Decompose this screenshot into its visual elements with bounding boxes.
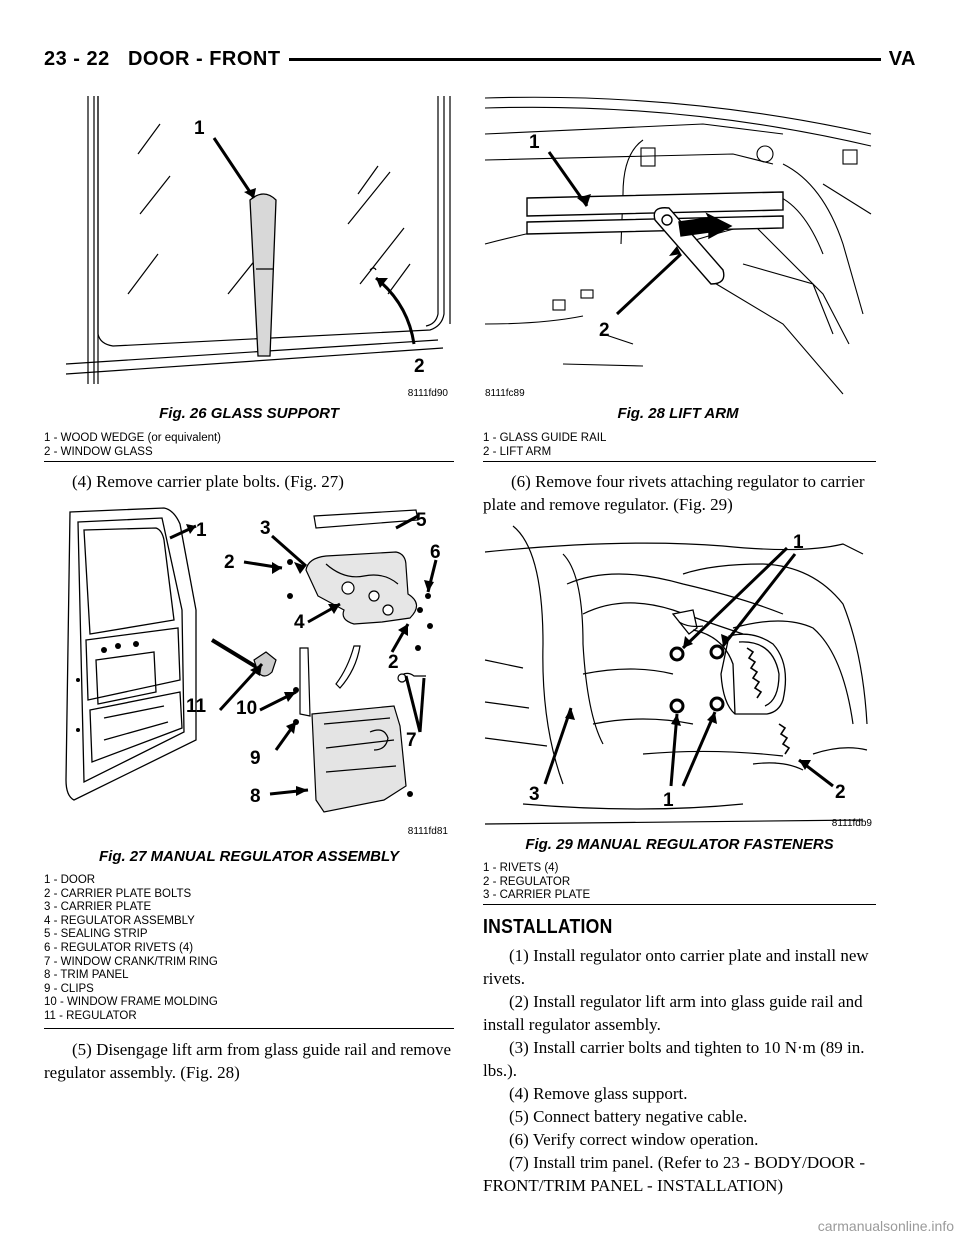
fig27-legend-item: 2 - CARRIER PLATE BOLTS bbox=[44, 887, 192, 900]
fig27-callout-1: 1 bbox=[196, 520, 207, 541]
fig27-legend-item: 3 - CARRIER PLATE bbox=[44, 901, 152, 914]
fig27-legend bbox=[44, 874, 454, 1024]
installation-step-5: (5) Connect battery negative cable. bbox=[509, 1107, 748, 1126]
fig28-legend-item: 1 - GLASS GUIDE RAIL bbox=[483, 432, 607, 444]
fig26-legend bbox=[44, 432, 454, 459]
fig29-caption: Fig. 29 MANUAL REGULATOR FASTENERS bbox=[525, 836, 834, 853]
fig29-legend-rule bbox=[483, 904, 876, 905]
figure-26-drawing bbox=[58, 94, 454, 404]
watermark-text: carmanualsonline.info bbox=[817, 1218, 954, 1234]
fig27-callout-2: 2 bbox=[224, 552, 235, 573]
figure-28-drawing bbox=[483, 94, 876, 404]
fig26-caption: Fig. 26 GLASS SUPPORT bbox=[159, 405, 339, 422]
figure-27-manual-regulator-assembly bbox=[44, 500, 454, 840]
page-header bbox=[44, 46, 916, 76]
installation-steps bbox=[483, 944, 876, 1197]
step-6-paragraph bbox=[483, 470, 876, 516]
fig27-caption: Fig. 27 MANUAL REGULATOR ASSEMBLY bbox=[98, 848, 399, 865]
step-6-text: (6) Remove four rivets attaching regulator to carrier plate and remove regulator. (Fig. 29) bbox=[483, 472, 865, 514]
figure-29-manual-regulator-fasteners bbox=[483, 524, 876, 836]
installation-heading: INSTALLATION bbox=[483, 916, 613, 938]
fig26-legend-item: 1 - WOOD WEDGE (or equivalent) bbox=[44, 432, 222, 444]
fig26-legend-item: 2 - WINDOW GLASS bbox=[44, 445, 153, 458]
fig29-legend-item: 1 - RIVETS (4) bbox=[483, 862, 559, 874]
installation-step-3: (3) Install carrier bolts and tighten to 10 N·m (89 in. lbs.). bbox=[483, 1038, 865, 1080]
vehicle-code: VA bbox=[881, 48, 916, 71]
fig27-callout-6: 6 bbox=[430, 542, 441, 563]
fig29-callout-3: 3 bbox=[529, 784, 540, 805]
step-5-paragraph bbox=[44, 1038, 454, 1084]
installation-step-7: (7) Install trim panel. (Refer to 23 - BODY/DOOR - FRONT/TRIM PANEL - INSTALLATION) bbox=[483, 1153, 865, 1195]
installation-step-6: (6) Verify correct window operation. bbox=[509, 1130, 759, 1149]
figure-28-lift-arm bbox=[483, 94, 876, 404]
fig29-code: 8111fdb9 bbox=[831, 818, 872, 829]
step-4-paragraph: (4) Remove carrier plate bolts. (Fig. 27) bbox=[72, 472, 344, 491]
fig29-callout-2: 2 bbox=[835, 782, 846, 803]
fig29-callout-1: 1 bbox=[793, 532, 804, 553]
fig27-callout-5: 5 bbox=[416, 510, 427, 531]
fig28-legend bbox=[483, 432, 879, 459]
installation-step-1: (1) Install regulator onto carrier plate and install new rivets. bbox=[483, 946, 869, 988]
fig27-legend-item: 11 - REGULATOR bbox=[44, 1009, 137, 1022]
fig29-legend-item: 3 - CARRIER PLATE bbox=[483, 889, 591, 902]
fig27-callout-4: 4 bbox=[294, 612, 305, 633]
fig26-code: 8111fd90 bbox=[407, 388, 448, 399]
fig28-legend-rule bbox=[483, 461, 876, 462]
fig28-code: 8111fc89 bbox=[485, 388, 525, 399]
fig27-legend-item: 5 - SEALING STRIP bbox=[44, 928, 148, 941]
fig27-legend-item: 4 - REGULATOR ASSEMBLY bbox=[44, 914, 195, 927]
figure-27-drawing bbox=[44, 500, 454, 840]
fig26-callout-2: 2 bbox=[414, 356, 425, 377]
step-5-text: (5) Disengage lift arm from glass guide rail and remove regulator assembly. (Fig. 28) bbox=[44, 1040, 452, 1082]
fig27-callout-10: 10 bbox=[236, 698, 258, 719]
fig27-legend-rule bbox=[44, 1028, 454, 1029]
fig27-callout-11: 11 bbox=[186, 696, 207, 717]
installation-step-4: (4) Remove glass support. bbox=[509, 1084, 688, 1103]
fig29-legend bbox=[483, 862, 876, 903]
fig28-callout-2: 2 bbox=[599, 320, 610, 341]
fig27-callout-8: 8 bbox=[250, 786, 261, 807]
fig27-legend-item: 8 - TRIM PANEL bbox=[44, 969, 129, 982]
fig27-code: 8111fd81 bbox=[407, 826, 448, 837]
fig27-legend-item: 7 - WINDOW CRANK/TRIM RING bbox=[44, 955, 218, 968]
fig27-legend-item: 6 - REGULATOR RIVETS (4) bbox=[44, 941, 194, 954]
figure-26-glass-support bbox=[58, 94, 454, 404]
fig29-legend-item: 2 - REGULATOR bbox=[483, 875, 571, 888]
fig29-callout-1b: 1 bbox=[663, 790, 674, 811]
fig28-legend-item: 2 - LIFT ARM bbox=[483, 445, 552, 458]
fig27-legend-item: 9 - CLIPS bbox=[44, 982, 94, 995]
fig27-callout-2b: 2 bbox=[388, 652, 399, 673]
fig26-legend-rule bbox=[44, 461, 454, 462]
fig27-callout-3: 3 bbox=[260, 518, 271, 539]
fig28-caption: Fig. 28 LIFT ARM bbox=[617, 405, 739, 422]
page-number-section: 23 - 22 DOOR - FRONT bbox=[44, 48, 289, 71]
fig27-callout-7: 7 bbox=[406, 730, 417, 751]
fig26-callout-1: 1 bbox=[194, 118, 205, 139]
installation-step-2: (2) Install regulator lift arm into glass guide rail and install regulator assembly. bbox=[483, 992, 863, 1034]
fig27-callout-9: 9 bbox=[250, 748, 261, 769]
fig28-callout-1: 1 bbox=[529, 132, 540, 153]
fig27-legend-item: 1 - DOOR bbox=[44, 874, 96, 886]
figure-29-drawing bbox=[483, 524, 876, 836]
fig27-legend-item: 10 - WINDOW FRAME MOLDING bbox=[44, 996, 218, 1009]
